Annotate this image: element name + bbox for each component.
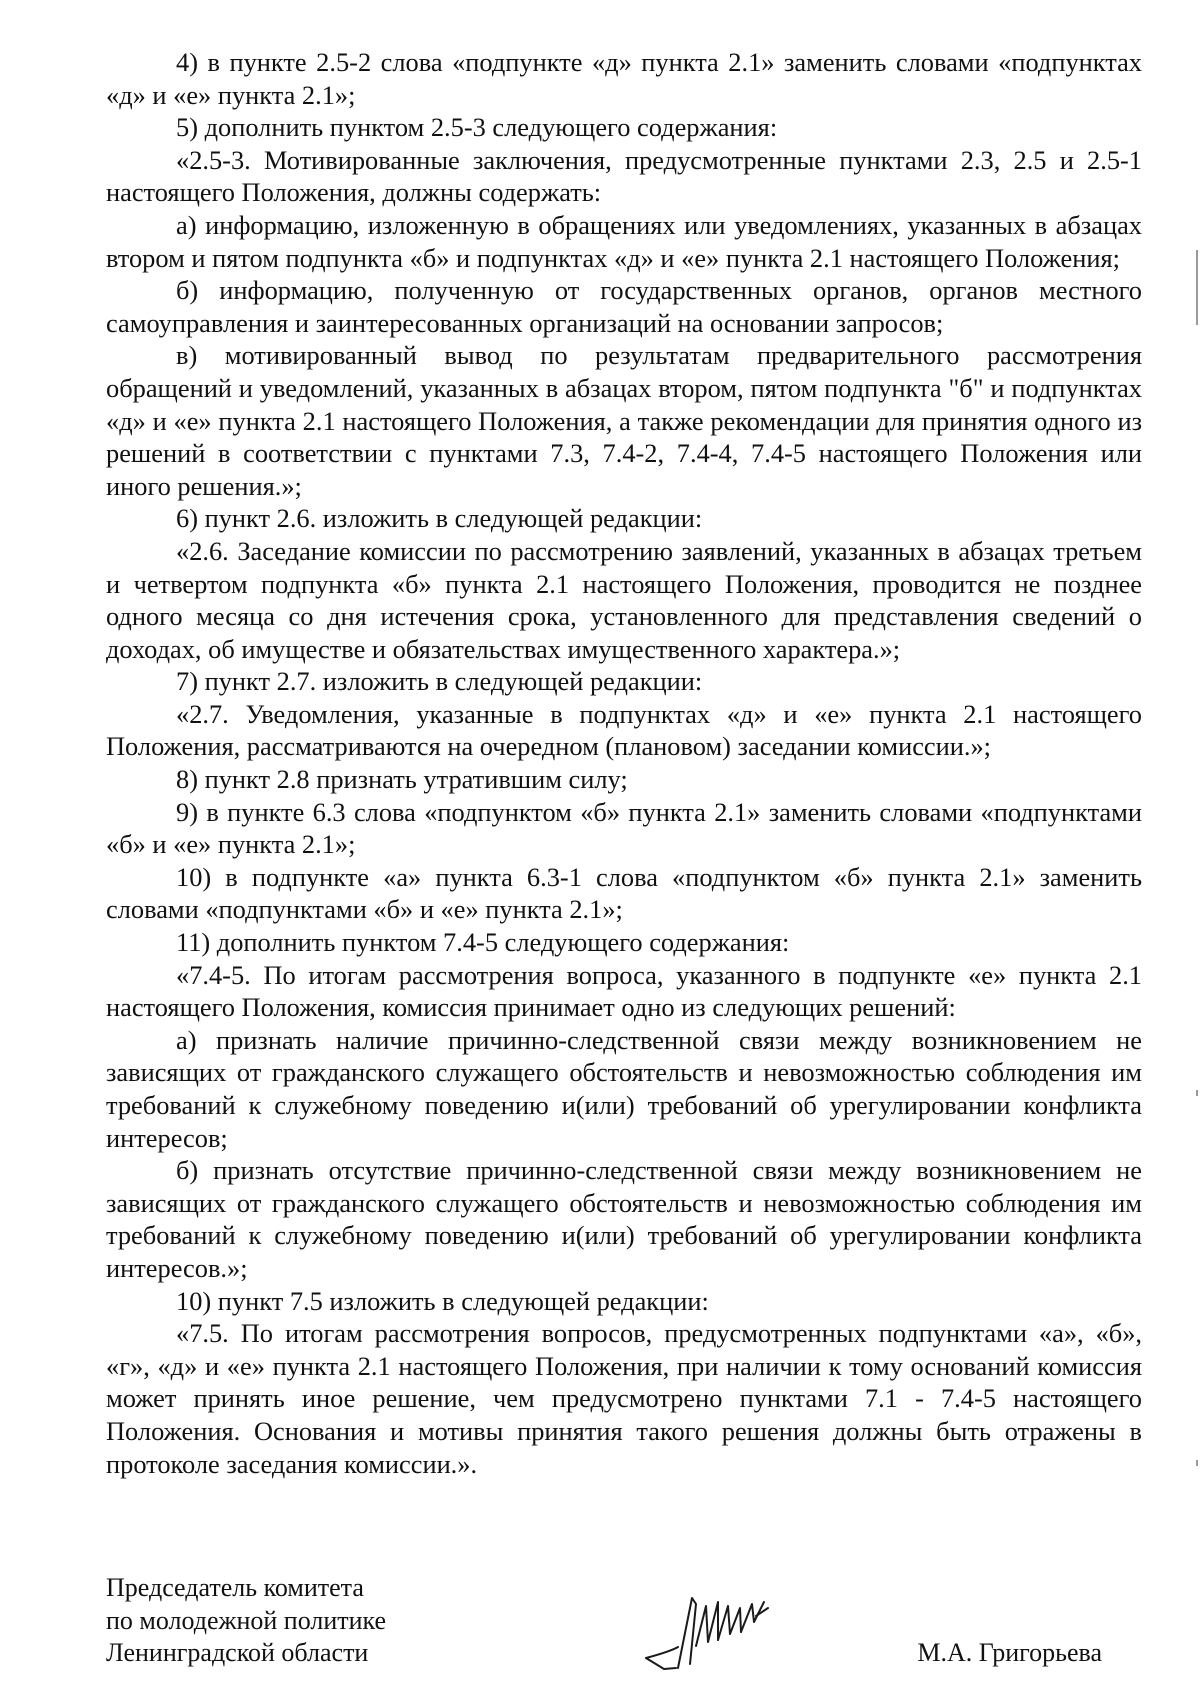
scan-edge-mark bbox=[1196, 250, 1198, 325]
signer-position-line: Ленинградской области bbox=[106, 1638, 369, 1667]
document-body bbox=[106, 46, 1142, 1480]
paragraph-decision-a: а) признать наличие причинно-следственной связи между возникновением не зависящих от гражданского служащего обстоятельств и невозможностью соблюдения им требований к служебному поведению и(или) требований об урегулировании конфликта интересов; bbox=[106, 1024, 1142, 1153]
signature-block bbox=[106, 1572, 1142, 1672]
paragraph-item-10: 10) в подпункте «а» пункта 6.3-1 слова «подпунктом «б» пункта 2.1» заменить словами «подпунктами «б» и «е» пункта 2.1»; bbox=[106, 861, 1142, 925]
signer-position-line: по молодежной политике bbox=[106, 1605, 387, 1635]
signer-position bbox=[106, 1572, 386, 1670]
paragraph-item-9: 9) в пункте 6.3 слова «подпунктом «б» пункта 2.1» заменить словами «подпунктами «б» и «е» пункта 2.1»; bbox=[106, 796, 1142, 860]
paragraph-item-4: 4) в пункте 2.5-2 слова «подпункте «д» пункта 2.1» заменить словами «подпунктах «д» и «е» пункта 2.1»; bbox=[106, 47, 1142, 110]
paragraph-clause-7-4-5: «7.4-5. По итогам рассмотрения вопроса, указанного в подпункте «е» пункта 2.1 настоящего Положения, комиссия принимает одно из следующих решений: bbox=[106, 959, 1142, 1023]
scan-edge-mark bbox=[1196, 1090, 1198, 1096]
handwritten-signature bbox=[606, 1576, 776, 1672]
paragraph-decision-b: б) признать отсутствие причинно-следственной связи между возникновением не зависящих от гражданского служащего обстоятельств и невозможностью соблюдения им требований к служебному поведению и(или) требований об урегулировании конфликта интересов.»; bbox=[106, 1155, 1142, 1283]
paragraph-item-8: 8) пункт 2.8 признать утратившим силу; bbox=[176, 764, 628, 795]
paragraph-item-7: 7) пункт 2.7. изложить в следующей редакции: bbox=[176, 666, 703, 697]
signer-name: М.А. Григорьева bbox=[917, 1638, 1102, 1667]
paragraph-clause-2-6: «2.6. Заседание комиссии по рассмотрению заявлений, указанных в абзацах третьем и четвертом подпункта «б» пункта 2.1 настоящего Положения, проводится не позднее одного месяца со дня истечения срока, установленного для представления сведений о доходах, об имуществе и обязательствах имущественного характера.»; bbox=[106, 535, 1142, 664]
paragraph-item-10-second: 10) пункт 7.5 изложить в следующей редакции: bbox=[176, 1285, 709, 1316]
paragraph-item-11: 11) дополнить пунктом 7.4-5 следующего содержания: bbox=[176, 927, 790, 958]
paragraph-item-5: 5) дополнить пунктом 2.5-3 следующего содержания: bbox=[176, 112, 778, 143]
signer-position-line: Председатель комитета bbox=[106, 1573, 364, 1602]
paragraph-subitem-b: б) информацию, полученную от государственных органов, органов местного самоуправления и заинтересованных организаций на основании запросов; bbox=[106, 275, 1142, 338]
scan-edge-mark bbox=[1196, 1460, 1198, 1466]
paragraph-subitem-a: а) информацию, изложенную в обращениях или уведомлениях, указанных в абзацах втором и пятом подпункта «б» и подпунктах «д» и «е» пункта 2.1 настоящего Положения; bbox=[106, 209, 1142, 273]
paragraph-clause-2-7: «2.7. Уведомления, указанные в подпунктах «д» и «е» пункта 2.1 настоящего Положения, рассматриваются на очередном (плановом) заседании комиссии.»; bbox=[106, 698, 1142, 762]
paragraph-subitem-v: в) мотивированный вывод по результатам предварительного рассмотрения обращений и уведомлений, указанных в абзацах втором, пятом подпункта "б" и подпунктах «д» и «е» пункта 2.1 настоящего Положения, а также рекомендации для принятия одного из решений в соответствии с пунктами 7.3, 7.4-2, 7.4-4, 7.4-5 настоящего Положения или иного решения.»; bbox=[106, 340, 1142, 501]
paragraph-clause-2-5-3: «2.5-3. Мотивированные заключения, предусмотренные пунктами 2.3, 2.5 и 2.5-1 настоящего Положения, должны содержать: bbox=[106, 144, 1142, 208]
paragraph-item-6: 6) пункт 2.6. изложить в следующей редакции: bbox=[176, 503, 703, 534]
paragraph-clause-7-5: «7.5. По итогам рассмотрения вопросов, предусмотренных подпунктами «а», «б», «г», «д» и «е» пункта 2.1 настоящего Положения, при наличии к тому оснований комиссия может принять иное решение, чем предусмотрено пунктами 7.1 - 7.4-5 настоящего Положения. Основания и мотивы принятия такого решения должны быть отражены в протоколе заседания комиссии.». bbox=[106, 1318, 1142, 1479]
